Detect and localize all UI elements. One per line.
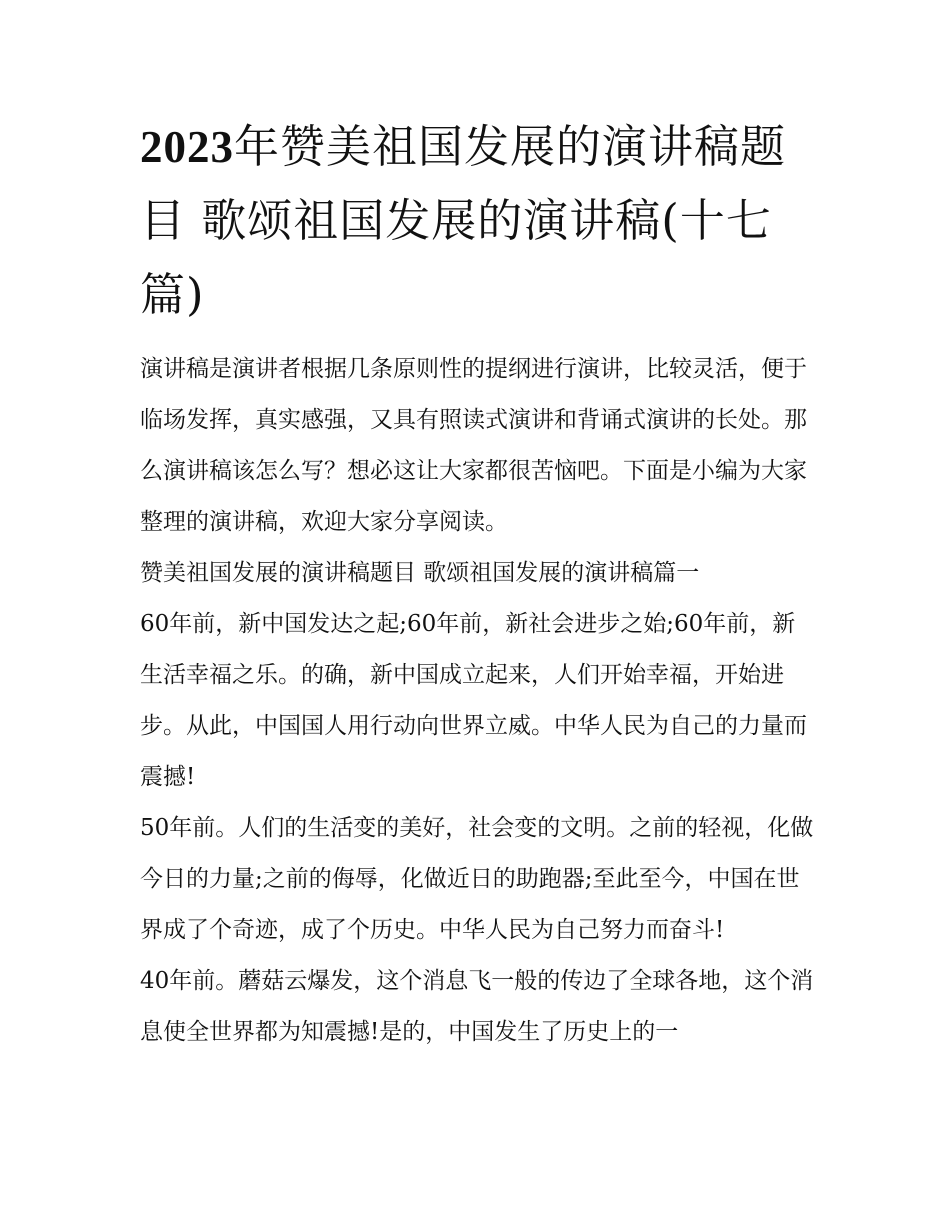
section-heading: 赞美祖国发展的演讲稿题目 歌颂祖国发展的演讲稿篇一 [140,560,700,586]
intro-paragraph: 演讲稿是演讲者根据几条原则性的提纲进行演讲，比较灵活，便于临场发挥，真实感强，又具有照读式演讲和背诵式演讲的长处。那么演讲稿该怎么写？想必这让大家都很苦恼吧。下面是小编为大家整理的演讲稿，欢迎大家分享阅读。 [140,356,807,535]
body-paragraph-50-years: 50年前。人们的生活变的美好，社会变的文明。之前的轻视，化做今日的力量;之前的侮辱，化做近日的助跑器;至此至今，中国在世界成了个奇迹，成了个历史。中华人民为自己努力而奋斗! [140,815,814,943]
document-page [140,110,815,1058]
document-title [140,110,815,332]
body-paragraph-60-years: 60年前，新中国发达之起;60年前，新社会进步之始;60年前，新生活幸福之乐。的确，新中国成立起来，人们开始幸福，开始进步。从此，中国国人用行动向世界立威。中华人民为自己的力量而震撼! [140,611,807,790]
title-year: 2023 [140,122,234,172]
body-paragraph-40-years: 40年前。蘑菇云爆发，这个消息飞一般的传边了全球各地，这个消息使全世界都为知震撼!是的，中国发生了历史上的一 [140,968,814,1045]
title-text: 年赞美祖国发展的演讲稿题目 歌颂祖国发展的演讲稿(十七篇) [140,120,787,321]
